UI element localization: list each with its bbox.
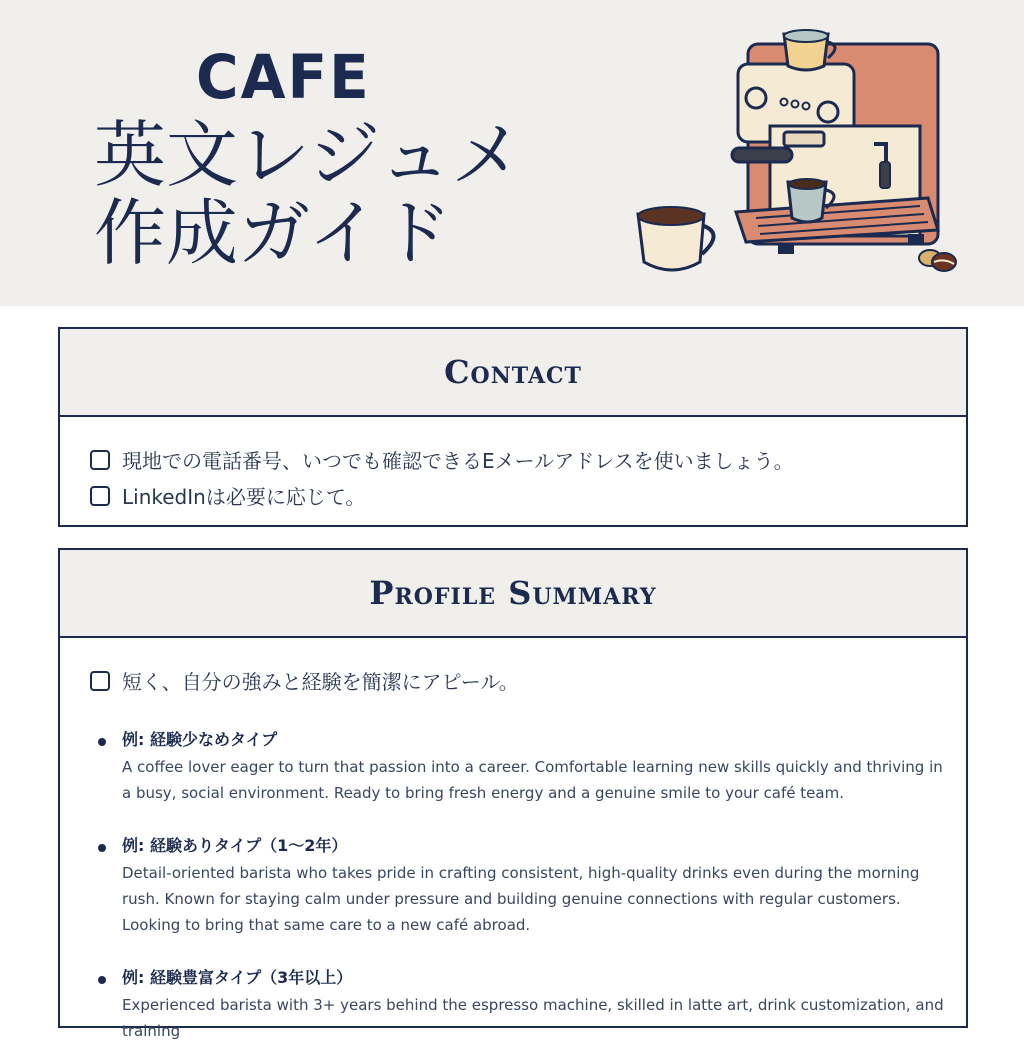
- example-text: A coffee lover eager to turn that passion into a career. Comfortable learning new skills quickly and thriving in a busy, social environment. Ready to bring fresh energy and a genuine smile to your café team.: [122, 758, 943, 802]
- hero-banner: [0, 0, 1024, 306]
- example-entry-beginner: [96, 728, 946, 806]
- example-title: 例: 経験少なめタイプ: [96, 728, 946, 752]
- example-entry-experienced: [96, 834, 946, 938]
- example-title: 例: 経験豊富タイプ（3年以上）: [96, 966, 946, 990]
- contact-heading: Contact: [60, 329, 966, 417]
- profile-intro-label: 短く、自分の強みと経験を簡潔にアピール。: [122, 670, 519, 694]
- checkbox-icon[interactable]: [90, 671, 110, 691]
- checkbox-icon[interactable]: [90, 486, 110, 506]
- example-text: Detail-oriented barista who takes pride in crafting consistent, high-quality drinks even during the morning rush. Known for staying calm under pressure and building genuine connections with regular customers. Looking to bring that same care to a new café abroad.: [122, 864, 920, 934]
- contact-item-phone-email[interactable]: [90, 445, 794, 474]
- profile-summary-section: [58, 548, 968, 1040]
- title-line-2: 作成ガイド: [94, 191, 452, 275]
- espresso-machine-illustration: [628, 22, 968, 284]
- example-entry-veteran: [96, 966, 946, 1044]
- example-text: Experienced barista with 3+ years behind the espresso machine, skilled in latte art, drink customization, and training: [122, 996, 944, 1040]
- contact-item-linkedin[interactable]: [90, 481, 365, 510]
- example-title: 例: 経験ありタイプ（1〜2年）: [96, 834, 946, 858]
- profile-intro-item[interactable]: [90, 666, 519, 695]
- contact-item-label: LinkedInは必要に応じて。: [122, 485, 366, 509]
- contact-item-label: 現地での電話番号、いつでも確認できるEメールアドレスを使いましょう。: [122, 449, 794, 473]
- contact-section: [58, 327, 968, 527]
- profile-heading: Profile Summary: [60, 550, 966, 638]
- title-line-1: 英文レジュメ: [94, 113, 523, 197]
- page-title: [94, 113, 614, 275]
- brand-logo: CAFE: [196, 41, 371, 113]
- checkbox-icon[interactable]: [90, 450, 110, 470]
